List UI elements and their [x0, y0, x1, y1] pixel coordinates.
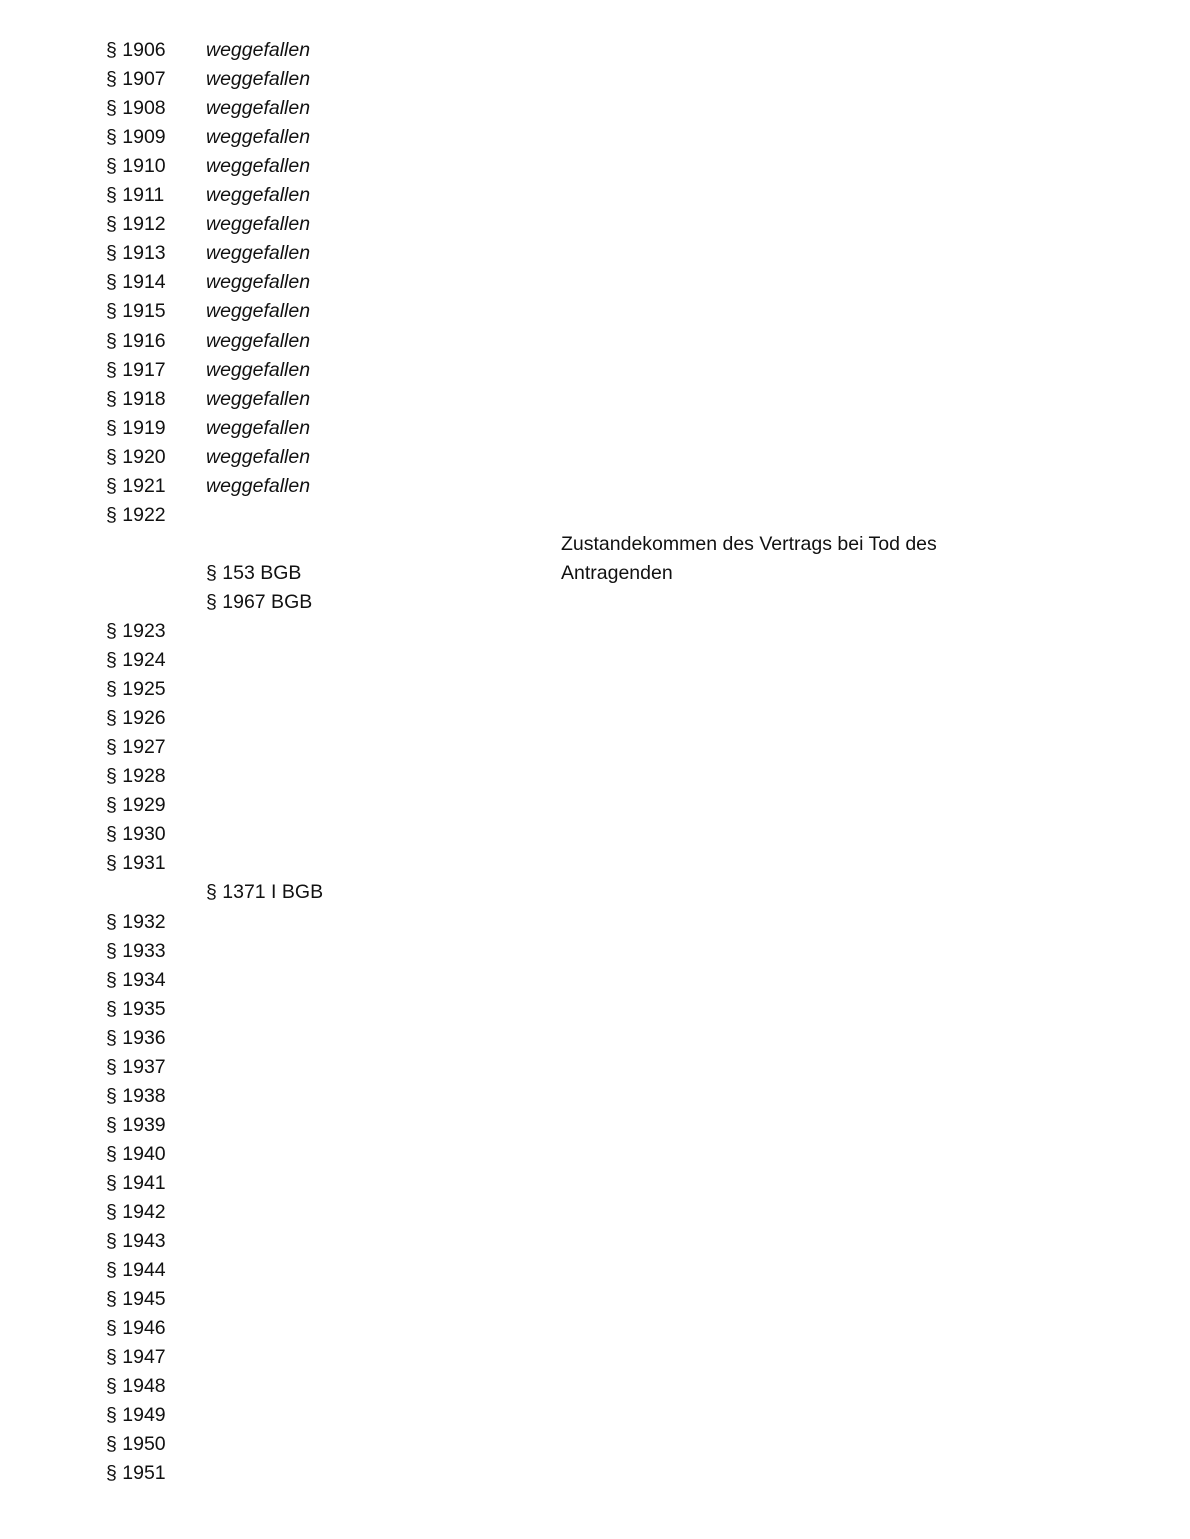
description-cell: Zustandekommen des Vertrags bei Tod des [561, 532, 937, 555]
paragraph-number: § 1935 [106, 997, 166, 1020]
paragraph-number: § 1913 [106, 242, 166, 265]
table-row [0, 443, 1190, 472]
paragraph-number: § 1930 [106, 823, 166, 846]
reference-cell: § 1371 I BGB [206, 881, 324, 904]
paragraph-number: § 1929 [106, 794, 166, 817]
reference-cell: § 1967 BGB [206, 590, 313, 613]
reference-cell: weggefallen [206, 126, 311, 149]
table-row [0, 1256, 1190, 1285]
paragraph-number: § 1947 [106, 1346, 166, 1369]
paragraph-number: § 1919 [106, 416, 166, 439]
paragraph-number: § 1928 [106, 765, 166, 788]
paragraph-number: § 1911 [106, 184, 165, 207]
paragraph-number: § 1922 [106, 503, 166, 526]
paragraph-number: § 1906 [106, 39, 166, 61]
table-row [0, 878, 1190, 907]
reference-cell: weggefallen [206, 242, 311, 265]
table-row [0, 94, 1190, 123]
paragraph-number: § 1918 [106, 387, 166, 410]
table-row [0, 762, 1190, 791]
paragraph-number: § 1949 [106, 1404, 166, 1427]
reference-cell: weggefallen [206, 271, 311, 294]
table-row [0, 646, 1190, 675]
table-row [0, 181, 1190, 210]
table-row [0, 472, 1190, 501]
table-row [0, 1024, 1190, 1053]
table-row [0, 733, 1190, 762]
reference-cell: weggefallen [206, 445, 311, 468]
table-row [0, 704, 1190, 733]
reference-cell: weggefallen [206, 97, 311, 120]
table-row [0, 995, 1190, 1024]
paragraph-number: § 1914 [106, 271, 166, 294]
table-row [0, 588, 1190, 617]
paragraph-number: § 1937 [106, 1055, 166, 1078]
table-row [0, 1459, 1190, 1488]
paragraph-number: § 1946 [106, 1317, 166, 1340]
table-row [0, 1082, 1190, 1111]
paragraph-number: § 1920 [106, 445, 166, 468]
table-row [0, 268, 1190, 297]
table-row [0, 1372, 1190, 1401]
table-row [0, 36, 1190, 65]
reference-cell: weggefallen [206, 68, 311, 91]
paragraph-number: § 1940 [106, 1142, 166, 1165]
table-row [0, 385, 1190, 414]
reference-cell: § 153 BGB [206, 561, 302, 584]
paragraph-number: § 1909 [106, 126, 166, 149]
table-row [0, 65, 1190, 94]
paragraph-number: § 1938 [106, 1084, 166, 1107]
reference-cell: weggefallen [206, 184, 311, 207]
paragraph-number: § 1915 [106, 300, 166, 323]
paragraph-number: § 1917 [106, 358, 166, 381]
table-row [0, 675, 1190, 704]
paragraph-number: § 1931 [106, 852, 166, 875]
paragraph-number: § 1921 [106, 474, 166, 497]
table-row [0, 1430, 1190, 1459]
paragraph-number: § 1950 [106, 1433, 166, 1456]
table-row [0, 501, 1190, 530]
reference-cell: weggefallen [206, 155, 311, 178]
reference-cell: weggefallen [206, 387, 311, 410]
reference-cell: weggefallen [206, 474, 311, 497]
reference-cell: weggefallen [206, 39, 311, 61]
table-row [0, 210, 1190, 239]
paragraph-number: § 1910 [106, 155, 166, 178]
paragraph-number: § 1934 [106, 968, 166, 991]
paragraph-number: § 1912 [106, 213, 166, 236]
paragraph-number: § 1932 [106, 910, 166, 933]
table-row [0, 1401, 1190, 1430]
table-row [0, 791, 1190, 820]
paragraph-number: § 1936 [106, 1026, 166, 1049]
table-row [0, 1169, 1190, 1198]
reference-cell: weggefallen [206, 358, 311, 381]
table-row [0, 966, 1190, 995]
paragraph-number: § 1951 [106, 1462, 166, 1485]
paragraph-number: § 1926 [106, 707, 166, 730]
reference-cell: weggefallen [206, 329, 311, 352]
paragraph-number: § 1925 [106, 678, 166, 701]
table-row [0, 937, 1190, 966]
paragraph-number: § 1916 [106, 329, 166, 352]
table-row [0, 530, 1190, 559]
reference-cell: weggefallen [206, 300, 311, 323]
paragraph-number: § 1907 [106, 68, 166, 91]
paragraph-number: § 1941 [106, 1171, 166, 1194]
table-row [0, 152, 1190, 181]
paragraph-number: § 1939 [106, 1113, 166, 1136]
paragraph-number: § 1933 [106, 939, 166, 962]
table-row [0, 414, 1190, 443]
table-row [0, 820, 1190, 849]
table-row [0, 297, 1190, 326]
description-cell: Antragenden [561, 561, 673, 584]
paragraph-number: § 1923 [106, 620, 166, 642]
table-row [0, 849, 1190, 878]
table-row [0, 239, 1190, 268]
table-row [0, 908, 1190, 937]
paragraph-number: § 1908 [106, 97, 166, 120]
table-row [0, 617, 1190, 646]
table-row [0, 1140, 1190, 1169]
paragraph-number: § 1924 [106, 649, 166, 672]
table-row [0, 1314, 1190, 1343]
table-row [0, 327, 1190, 356]
table-row [0, 1227, 1190, 1256]
table-row [0, 1343, 1190, 1372]
reference-cell: weggefallen [206, 416, 311, 439]
paragraph-number: § 1945 [106, 1288, 166, 1311]
table-row [0, 1198, 1190, 1227]
table-row [0, 1285, 1190, 1314]
table-row [0, 1053, 1190, 1082]
table-row [0, 123, 1190, 152]
table-row [0, 356, 1190, 385]
table-row [0, 559, 1190, 588]
reference-cell: weggefallen [206, 213, 311, 236]
paragraph-number: § 1927 [106, 736, 166, 759]
paragraph-number: § 1942 [106, 1201, 166, 1223]
paragraph-number: § 1948 [106, 1375, 166, 1398]
paragraph-number: § 1943 [106, 1230, 166, 1253]
paragraph-number: § 1944 [106, 1259, 166, 1282]
table-row [0, 1111, 1190, 1140]
